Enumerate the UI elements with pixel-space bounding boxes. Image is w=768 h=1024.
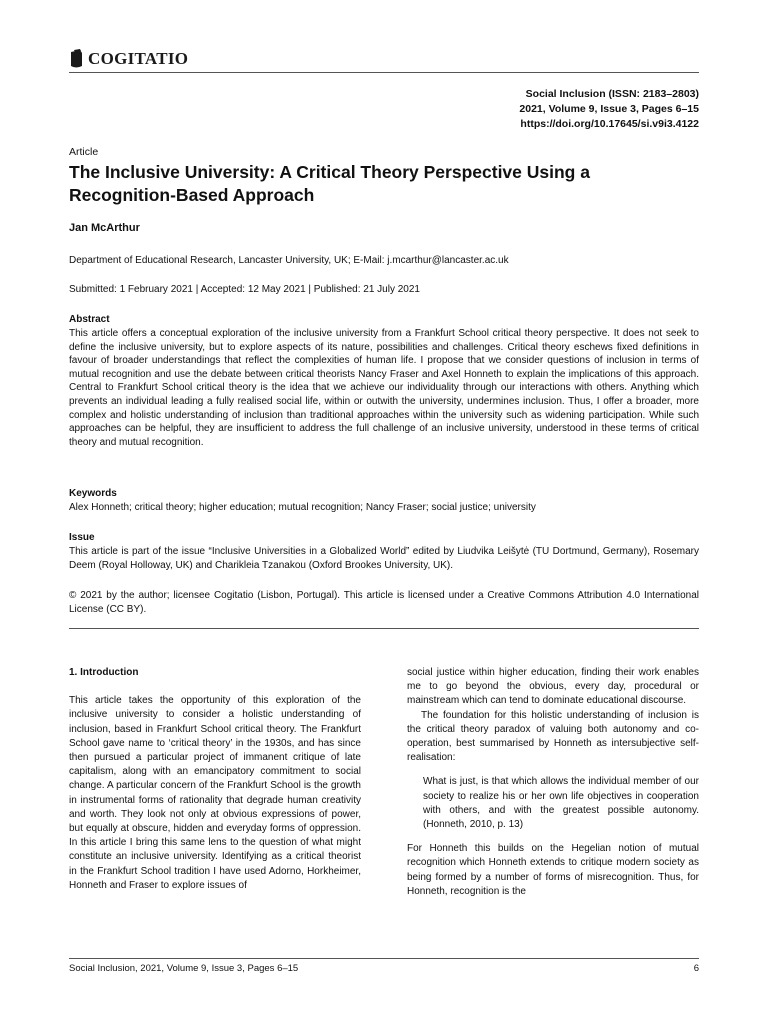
license-text: © 2021 by the author; licensee Cogitatio (Lisbon, Portugal). This article is licensed under a Creative Commons Attribution 4.0 International License (CC BY).	[69, 590, 699, 615]
doi-link[interactable]: https://doi.org/10.17645/si.v9i3.4122	[520, 118, 699, 130]
body-column-right	[407, 666, 699, 899]
abstract-text: This article offers a conceptual exploration of the inclusive university from a Frankfurt School critical theory perspective. It does not seek to define the inclusive university, but to explore aspects of its nature, possibilities and challenges. Critical theory eschews fixed definitions in favour of broader understandings that reflect the complexities of human life. I propose that we consider questions of inclusion in terms of mutual recognition and use the debate between critical theorists Nancy Fraser and Axel Honneth to explain the implications of this approach. Central to Frankfurt School critical theory is the idea that we achieve our individuality through our interactions with others. Anything which prevents an individual leading a fully realised social life, within or outwith the university, undermines inclusion. Thus, I offer a broader, more complex and holistic understanding of inclusion than traditional approaches within the university such as widening participation. While such approaches can be helpful, they are insufficient to address the full challenge of an inclusive university, understood in these terms of critical theory and mutual recognition.	[69, 328, 699, 448]
journal-name: Social Inclusion (ISSN: 2183–2803)	[525, 88, 699, 100]
issue-heading: Issue	[69, 532, 95, 543]
keywords-section	[69, 487, 699, 515]
body-paragraph: The foundation for this holistic understanding of inclusion is the critical theory paradox of valuing both autonomy and co-operation, best summarised by Honneth as intersubjective self-realisation:	[407, 709, 699, 764]
issue-section	[69, 531, 699, 572]
footer-citation: Social Inclusion, 2021, Volume 9, Issue 3, Pages 6–15	[69, 963, 299, 974]
block-quote: What is just, is that which allows the individual member of our society to realize his or her own life objectives in cooperation with others, and with the greatest possible autonomy. (Honneth, 2010, p. 13)	[423, 776, 699, 831]
body-paragraph: This article takes the opportunity of this exploration of the inclusive university to consider a holistic understanding of inclusion, based in Frankfurt School critical theory. The Frankfurt School gave name to ‘critical theory’ in the 1930s, and has since then pursued a particular project of immanent critique of late capitalism, along with an emancipatory commitment to social change. A particular concern of the Frankfurt School is the growth in instrumental forms of rationality that degrade human creativity and worth. They look not only at obvious expressions of power, but equally at obscure, hidden and everyday forms of oppression. In this article I bring this same lens to the question of what might constitute an inclusive university. Identifying as a critical theorist in the Frankfurt School tradition I have used Adorno, Horkheimer, Honneth and Fraser to explore issues of	[69, 695, 361, 891]
journal-meta	[519, 87, 699, 132]
body-column-left	[69, 666, 361, 893]
keywords-text: Alex Honneth; critical theory; higher education; mutual recognition; Nancy Fraser; social justice; university	[69, 502, 536, 513]
author-name: Jan McArthur	[69, 222, 140, 234]
article-title: The Inclusive University: A Critical Theory Perspective Using a Recognition-Based Approach	[69, 162, 590, 205]
logo-text: COGITATIO	[88, 49, 189, 68]
section-divider	[69, 628, 699, 629]
publication-dates: Submitted: 1 February 2021 | Accepted: 12 May 2021 | Published: 21 July 2021	[69, 284, 420, 295]
author-affiliation: Department of Educational Research, Lancaster University, UK; E-Mail: j.mcarthur@lancaster.ac.uk	[69, 255, 509, 266]
cogitatio-logo	[69, 48, 188, 70]
body-paragraph: For Honneth this builds on the Hegelian notion of mutual recognition which Honneth extends to critique modern society as being formed by a number of forms of misrecognition. Thus, for Honneth, recognition is the	[407, 843, 699, 897]
abstract-section	[69, 313, 699, 449]
article-type: Article	[69, 146, 99, 158]
body-paragraph: social justice within higher education, finding their work enables me to go beyond the obvious, every day, procedural or mainstream which can tend to dominate educational discourse.	[407, 667, 699, 707]
abstract-heading: Abstract	[69, 314, 110, 325]
header-divider	[69, 72, 699, 73]
footer-divider	[69, 958, 699, 959]
introduction-heading: 1. Introduction	[69, 667, 139, 678]
page-number: 6	[693, 963, 699, 974]
keywords-heading: Keywords	[69, 488, 117, 499]
issue-text: This article is part of the issue “Inclusive Universities in a Globalized World” edited by Liudvika Leišytė (TU Dortmund, Germany), Rosemary Deem (Royal Holloway, UK) and Charikleia Tzanakou (Oxford Brookes University, UK).	[69, 546, 699, 571]
journal-volume: 2021, Volume 9, Issue 3, Pages 6–15	[519, 103, 699, 115]
cogitatio-logo-icon	[69, 49, 84, 69]
